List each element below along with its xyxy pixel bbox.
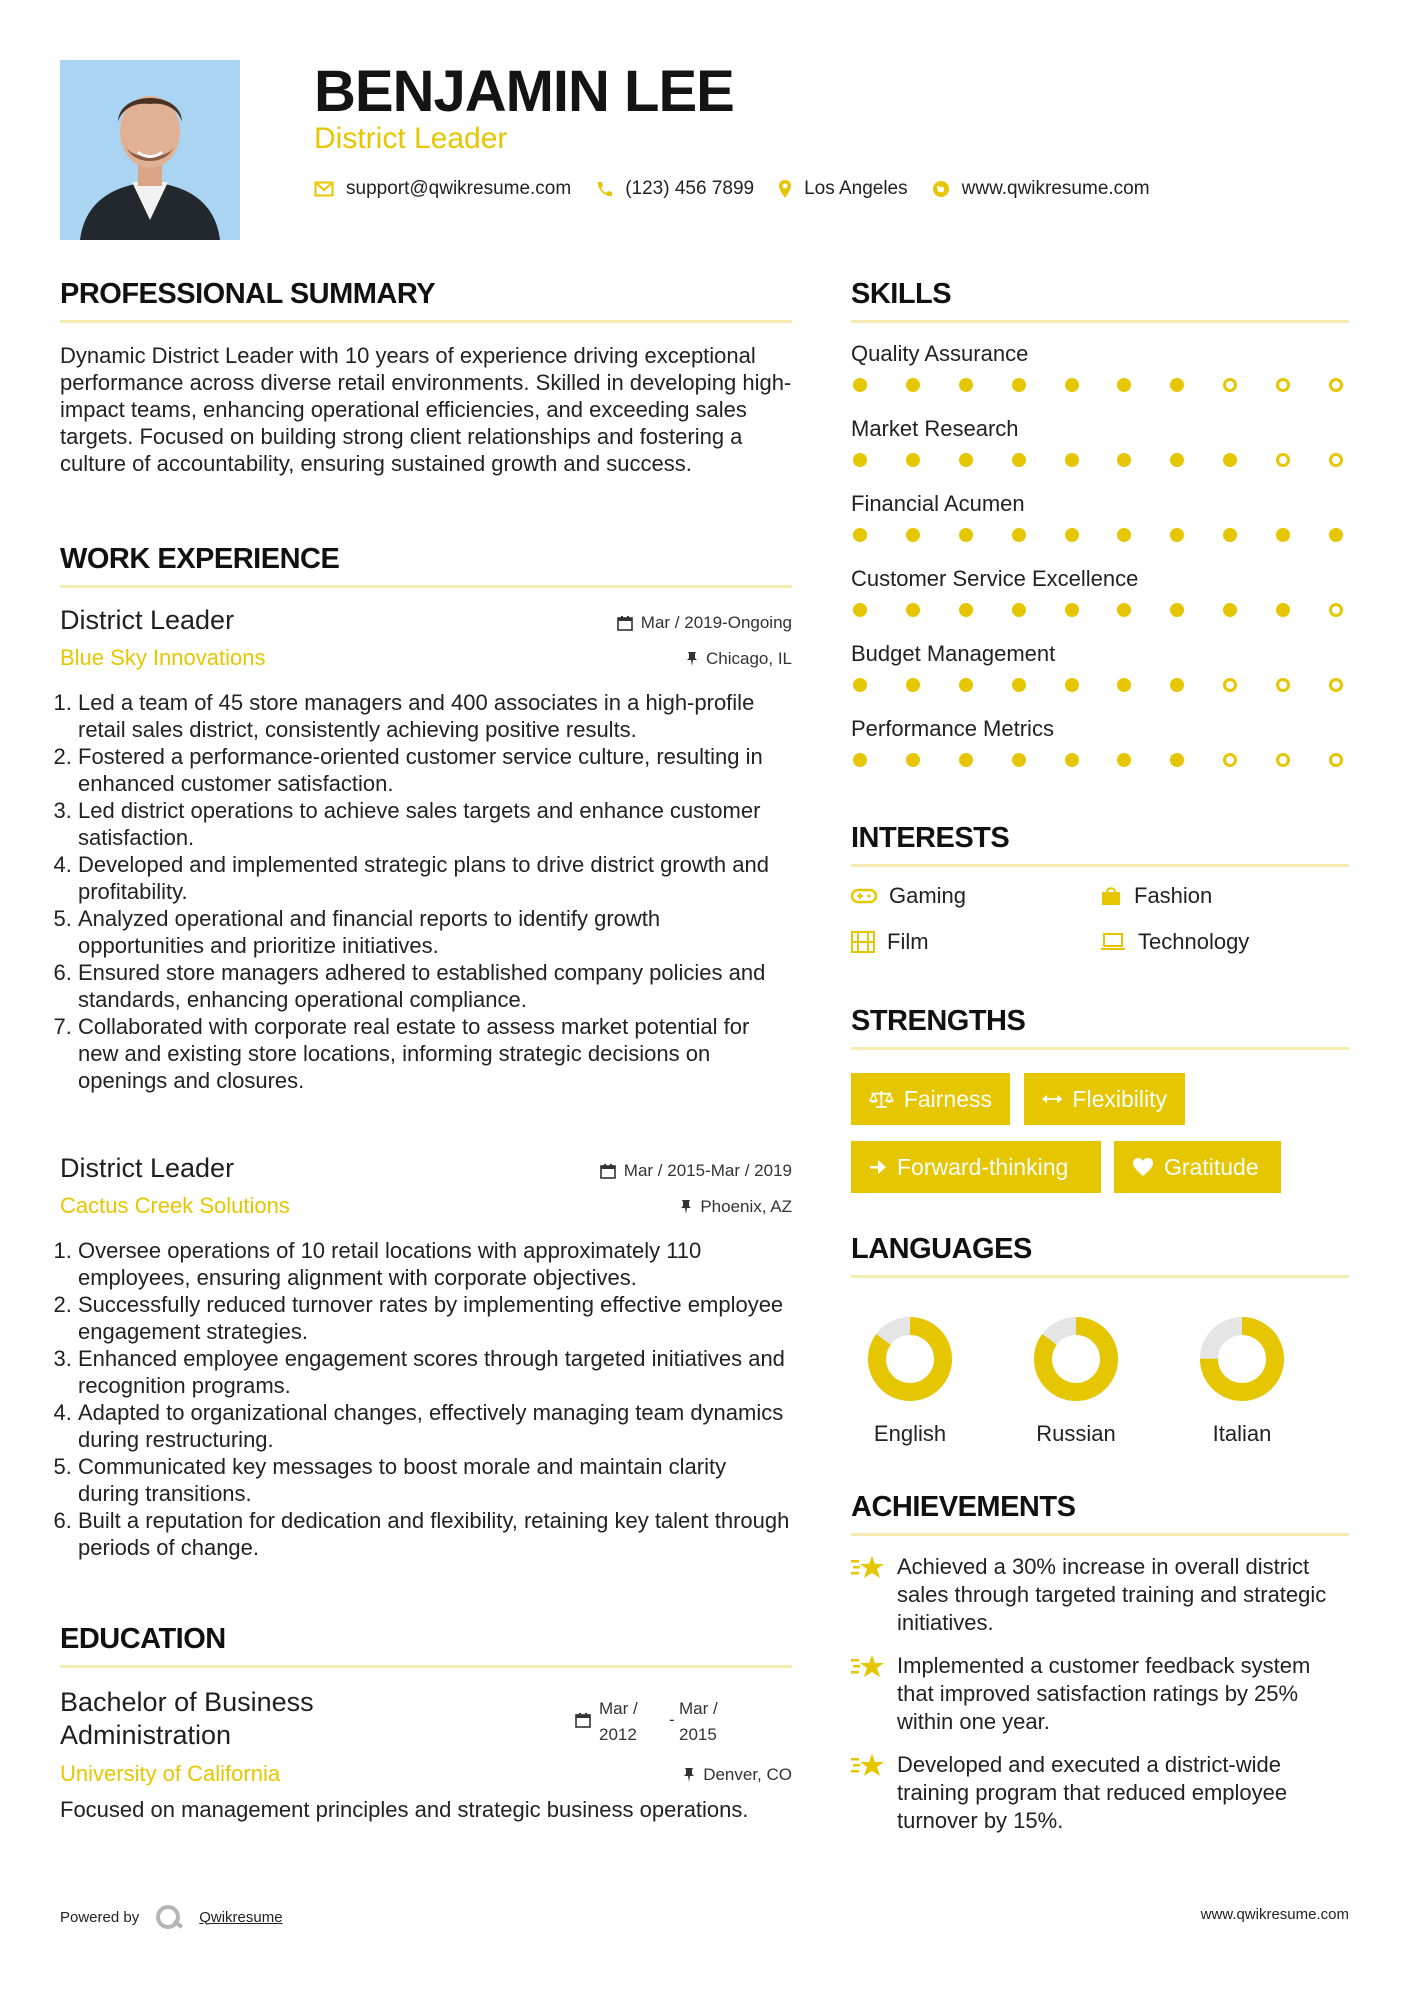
strengths-divider <box>851 1047 1349 1050</box>
interest-label: Film <box>887 929 929 954</box>
film-icon <box>851 931 875 953</box>
end-month: Mar / <box>679 1699 718 1718</box>
rating-dot-filled <box>1065 378 1079 392</box>
skills-heading: SKILLS <box>851 278 952 310</box>
strengths-heading: STRENGTHS <box>851 1005 1026 1037</box>
interest-technology <box>1100 929 1249 955</box>
strength-label: Forward-thinking <box>897 1153 1069 1180</box>
job-location <box>686 649 792 669</box>
job-entry <box>60 1153 792 1561</box>
skill-item <box>851 641 1349 716</box>
contact-website[interactable] <box>932 178 1150 200</box>
rating-dot-filled <box>1223 453 1237 467</box>
job-entry <box>60 605 792 1094</box>
rating-dot-filled <box>1117 678 1131 692</box>
rating-dot-filled <box>1065 603 1079 617</box>
rating-dot-empty <box>1223 678 1237 692</box>
star-icon <box>851 1753 885 1779</box>
rating-dot-empty <box>1329 603 1343 617</box>
rating-dot-filled <box>1012 603 1026 617</box>
list-item: 3. Enhanced employee engagement scores through targeted initiatives and recognition programs. <box>78 1345 792 1399</box>
interest-fashion <box>1100 883 1212 909</box>
language-name: Italian <box>1212 1421 1272 1446</box>
contact-email[interactable] <box>314 178 571 200</box>
rating-dot-filled <box>1117 378 1131 392</box>
language-ring <box>1190 1307 1294 1411</box>
location-text: Los Angeles <box>804 178 908 199</box>
rating-dot-empty <box>1223 753 1237 767</box>
rating-dot-filled <box>1170 678 1184 692</box>
calendar-icon <box>575 1712 591 1728</box>
rating-dot-filled <box>853 753 867 767</box>
rating-dot-filled <box>853 678 867 692</box>
rating-dot-filled <box>853 378 867 392</box>
list-item: 5. Analyzed operational and financial reports to identify growth opportunities and prioritize initiatives. <box>78 905 792 959</box>
list-item: 2. Fostered a performance-oriented customer service culture, resulting in enhanced customer satisfaction. <box>78 743 792 797</box>
pushpin-icon <box>680 1199 692 1215</box>
achievement-text: Achieved a 30% increase in overall district sales through targeted training and strategic initiatives. <box>897 1554 1327 1635</box>
arrows-horizontal-icon <box>1042 1092 1062 1106</box>
skill-name: Budget Management <box>851 641 1056 666</box>
rating-dot-empty <box>1276 753 1290 767</box>
rating-dot-filled <box>1170 528 1184 542</box>
achievements-heading: ACHIEVEMENTS <box>851 1491 1076 1523</box>
skill-item <box>851 416 1349 491</box>
rating-dot-filled <box>906 603 920 617</box>
candidate-name: BENJAMIN LEE <box>314 59 734 124</box>
rating-dot-empty <box>1276 453 1290 467</box>
achievement-text: Implemented a customer feedback system that improved satisfaction ratings by 25% within one year. <box>897 1653 1311 1734</box>
shopping-bag-icon <box>1100 885 1122 907</box>
summary-divider <box>60 320 792 323</box>
strength-label: Fairness <box>903 1085 992 1112</box>
rating-dot-filled <box>853 528 867 542</box>
rating-dot-filled <box>906 453 920 467</box>
education-description: Focused on management principles and strategic business operations. <box>60 1797 749 1822</box>
globe-icon <box>932 180 950 198</box>
calendar-icon <box>617 615 633 631</box>
pushpin-icon <box>686 651 698 667</box>
skill-rating <box>853 528 1343 542</box>
skill-rating <box>853 753 1343 767</box>
interest-label: Gaming <box>889 883 967 908</box>
footer-website[interactable]: www.qwikresume.com <box>1200 1906 1349 1923</box>
achievements-list <box>851 1553 1349 1850</box>
date-separator: - <box>669 1710 675 1729</box>
interests-heading: INTERESTS <box>851 822 1010 854</box>
strength-tag-forward-thinking <box>851 1141 1101 1193</box>
experience-heading: WORK EXPERIENCE <box>60 543 340 575</box>
job-duties <box>60 689 792 1094</box>
language-item <box>1190 1307 1294 1447</box>
summary-text: Dynamic District Leader with 10 years of experience driving exceptional performance across diverse retail environments. Skilled in developing high-impact teams, enhancing operational efficiencies, and exceeding sales targets. Focused on building strong client relationships and fostering a culture of accountability, ensuring sustained growth and success. <box>60 343 792 476</box>
education-entry <box>60 1686 792 1823</box>
job-location <box>680 1197 792 1217</box>
language-item <box>1024 1307 1128 1447</box>
list-item: 1. Led a team of 45 store managers and 400 associates in a high-profile retail sales district, consistently achieving positive results. <box>78 689 792 743</box>
job-dates-text: Mar / 2015-Mar / 2019 <box>623 1161 792 1180</box>
skill-name: Quality Assurance <box>851 341 1029 366</box>
skill-item <box>851 566 1349 641</box>
skill-item <box>851 716 1349 791</box>
interest-label: Fashion <box>1134 883 1213 908</box>
rating-dot-filled <box>1117 453 1131 467</box>
rating-dot-filled <box>1012 378 1026 392</box>
interests-divider <box>851 864 1349 867</box>
rating-dot-empty <box>1276 678 1290 692</box>
qwikresume-logo-icon <box>153 1902 187 1932</box>
envelope-icon <box>314 181 334 197</box>
education-dates <box>575 1696 739 1748</box>
rating-dot-filled <box>959 453 973 467</box>
email-text: support@qwikresume.com <box>346 178 572 199</box>
heart-icon <box>1132 1157 1154 1177</box>
contact-phone[interactable] <box>595 178 754 200</box>
list-item: 6. Built a reputation for dedication and flexibility, retaining key talent through periods of change. <box>78 1507 792 1561</box>
skill-rating <box>853 678 1343 692</box>
rating-dot-filled <box>1117 753 1131 767</box>
calendar-icon <box>600 1163 616 1179</box>
start-month: Mar / <box>599 1699 638 1718</box>
end-year: 2015 <box>679 1725 717 1744</box>
skill-rating <box>853 603 1343 617</box>
rating-dot-filled <box>1329 528 1343 542</box>
skills-list <box>851 341 1349 791</box>
language-ring <box>858 1307 962 1411</box>
education-divider <box>60 1665 792 1668</box>
job-title: District Leader <box>60 1153 235 1183</box>
skill-name: Customer Service Excellence <box>851 566 1139 591</box>
start-year: 2012 <box>599 1725 637 1744</box>
contact-location <box>778 178 908 200</box>
avatar <box>60 60 240 240</box>
rating-dot-filled <box>959 753 973 767</box>
rating-dot-empty <box>1329 753 1343 767</box>
list-item: 5. Communicated key messages to boost morale and maintain clarity during transitions. <box>78 1453 792 1507</box>
language-name: Russian <box>1036 1421 1116 1446</box>
rating-dot-filled <box>906 528 920 542</box>
achievement-item <box>851 1652 1349 1751</box>
degree-name: Bachelor of Business Administration <box>60 1687 314 1750</box>
education-location-text: Denver, CO <box>703 1765 792 1784</box>
rating-dot-filled <box>959 528 973 542</box>
skill-name: Performance Metrics <box>851 716 1054 741</box>
rating-dot-empty <box>1329 678 1343 692</box>
rating-dot-filled <box>959 603 973 617</box>
list-item: 2. Successfully reduced turnover rates by implementing effective employee engagement strategies. <box>78 1291 792 1345</box>
job-location-text: Chicago, IL <box>706 649 792 668</box>
job-location-text: Phoenix, AZ <box>700 1197 792 1216</box>
rating-dot-filled <box>1223 528 1237 542</box>
rating-dot-filled <box>1117 528 1131 542</box>
rating-dot-filled <box>1170 603 1184 617</box>
achievements-divider <box>851 1533 1349 1536</box>
rating-dot-filled <box>906 378 920 392</box>
rating-dot-filled <box>1012 753 1026 767</box>
education-end <box>679 1696 739 1748</box>
language-item <box>858 1307 962 1447</box>
strength-label: Gratitude <box>1164 1153 1259 1180</box>
languages-heading: LANGUAGES <box>851 1233 1032 1265</box>
rating-dot-filled <box>959 378 973 392</box>
skill-item <box>851 341 1349 416</box>
rating-dot-filled <box>1012 678 1026 692</box>
rating-dot-filled <box>959 678 973 692</box>
star-icon <box>851 1654 885 1680</box>
list-item: 1. Oversee operations of 10 retail locations with approximately 110 employees, ensuring alignment with corporate objectives. <box>78 1237 792 1291</box>
job-dates <box>600 1161 792 1181</box>
strength-tag-gratitude <box>1114 1141 1281 1193</box>
achievement-item <box>851 1751 1349 1850</box>
balance-scale-icon <box>869 1088 894 1110</box>
rating-dot-empty <box>1276 378 1290 392</box>
job-duties <box>60 1237 792 1561</box>
rating-dot-filled <box>1065 753 1079 767</box>
skill-item <box>851 491 1349 566</box>
job-title: District Leader <box>60 605 235 635</box>
map-marker-icon <box>778 179 792 199</box>
footer-powered-by <box>60 1902 283 1932</box>
rating-dot-empty <box>1329 378 1343 392</box>
list-item: 6. Ensured store managers adhered to established company policies and standards, enhancing operational compliance. <box>78 959 792 1013</box>
rating-dot-filled <box>1276 528 1290 542</box>
strength-label: Flexibility <box>1072 1085 1167 1112</box>
rating-dot-filled <box>1223 603 1237 617</box>
phone-icon <box>595 180 613 198</box>
interest-gaming <box>851 883 966 909</box>
profile-photo <box>60 60 240 240</box>
arrow-right-icon <box>869 1158 887 1176</box>
candidate-title: District Leader <box>314 122 508 155</box>
experience-divider <box>60 585 792 588</box>
strength-tag-fairness <box>851 1073 1010 1125</box>
rating-dot-filled <box>853 453 867 467</box>
achievement-item <box>851 1553 1349 1652</box>
gamepad-icon <box>851 888 877 904</box>
website-text: www.qwikresume.com <box>961 178 1150 199</box>
skill-name: Market Research <box>851 416 1019 441</box>
brand-link[interactable]: Qwikresume <box>199 1908 283 1926</box>
company-name: Blue Sky Innovations <box>60 645 266 670</box>
education-start <box>599 1696 669 1748</box>
job-dates <box>617 613 792 633</box>
rating-dot-filled <box>1065 453 1079 467</box>
rating-dot-filled <box>1012 453 1026 467</box>
rating-dot-filled <box>1170 378 1184 392</box>
rating-dot-filled <box>1065 678 1079 692</box>
interest-label: Technology <box>1138 929 1250 954</box>
rating-dot-empty <box>1329 453 1343 467</box>
rating-dot-filled <box>906 678 920 692</box>
rating-dot-filled <box>1012 528 1026 542</box>
language-ring <box>1024 1307 1128 1411</box>
rating-dot-filled <box>906 753 920 767</box>
rating-dot-empty <box>1223 378 1237 392</box>
star-icon <box>851 1555 885 1581</box>
list-item: 4. Developed and implemented strategic plans to drive district growth and profitability. <box>78 851 792 905</box>
phone-text: (123) 456 7899 <box>625 178 755 199</box>
list-item: 7. Collaborated with corporate real estate to assess market potential for new and existing store locations, informing strategic decisions on openings and closures. <box>78 1013 792 1094</box>
contact-bar <box>314 178 1174 200</box>
strength-tag-flexibility <box>1024 1073 1185 1125</box>
rating-dot-filled <box>853 603 867 617</box>
laptop-icon <box>1100 932 1126 952</box>
skill-rating <box>853 378 1343 392</box>
skill-name: Financial Acumen <box>851 491 1025 516</box>
rating-dot-filled <box>1065 528 1079 542</box>
pushpin-icon <box>683 1767 695 1783</box>
languages-divider <box>851 1275 1349 1278</box>
company-name: Cactus Creek Solutions <box>60 1193 290 1218</box>
school-name: University of California <box>60 1761 281 1786</box>
rating-dot-filled <box>1276 603 1290 617</box>
job-dates-text: Mar / 2019-Ongoing <box>640 613 792 632</box>
rating-dot-filled <box>1117 603 1131 617</box>
list-item: 4. Adapted to organizational changes, effectively managing team dynamics during restructuring. <box>78 1399 792 1453</box>
skills-divider <box>851 320 1349 323</box>
achievement-text: Developed and executed a district-wide training program that reduced employee turnover by 15%. <box>897 1752 1288 1833</box>
education-heading: EDUCATION <box>60 1623 226 1655</box>
rating-dot-filled <box>1170 453 1184 467</box>
rating-dot-filled <box>1170 753 1184 767</box>
skill-rating <box>853 453 1343 467</box>
list-item: 3. Led district operations to achieve sales targets and enhance customer satisfaction. <box>78 797 792 851</box>
summary-heading: PROFESSIONAL SUMMARY <box>60 278 436 310</box>
interest-film <box>851 929 929 955</box>
language-name: English <box>873 1421 947 1446</box>
education-location <box>683 1765 792 1785</box>
powered-by-label: Powered by <box>60 1908 140 1926</box>
